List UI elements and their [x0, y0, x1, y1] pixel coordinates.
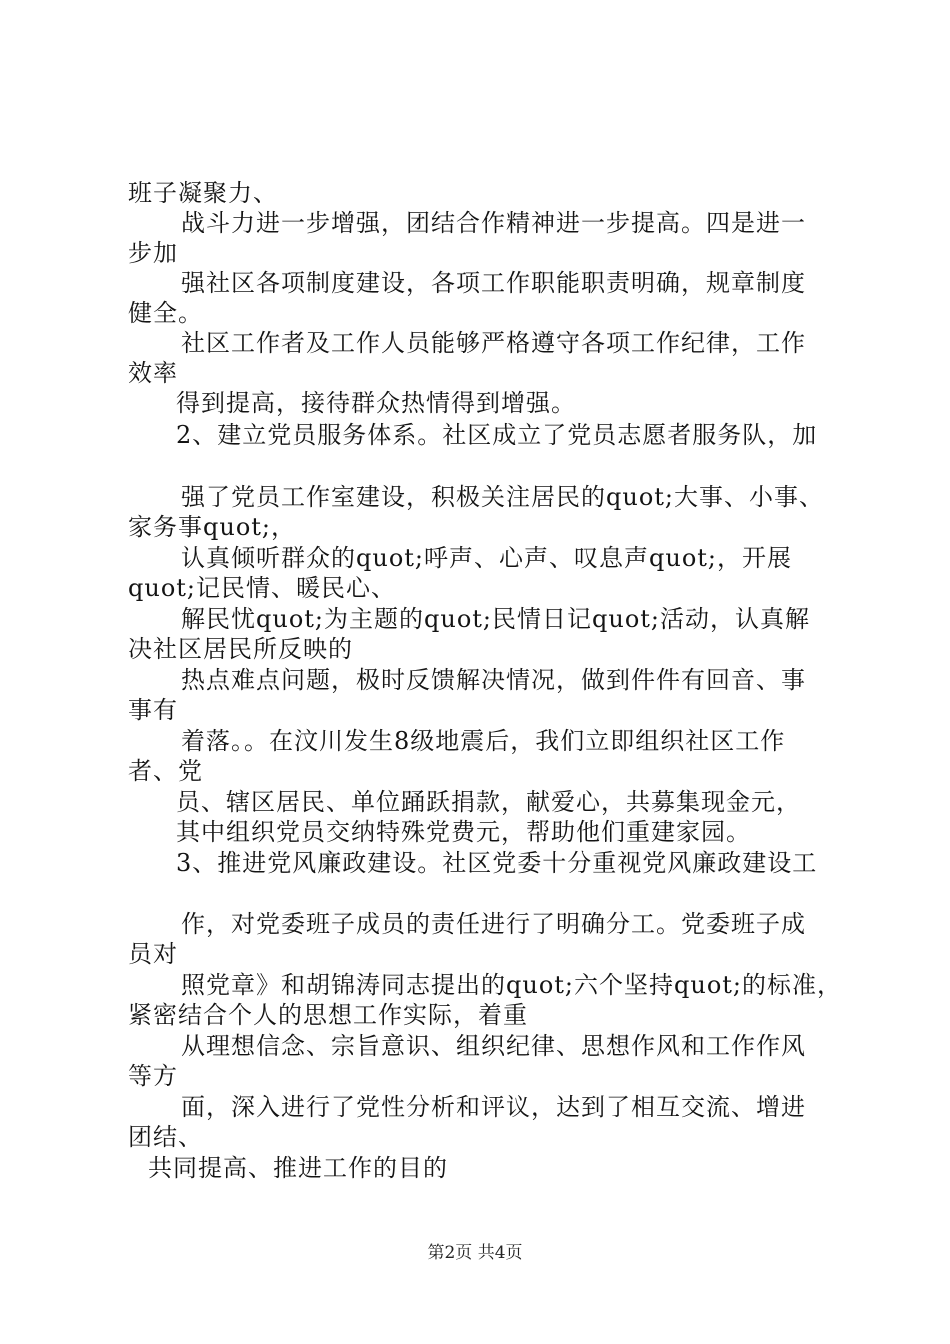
- page-number-footer: 第2页 共4页: [427, 1243, 523, 1263]
- text-line: 步加: [128, 239, 178, 267]
- text-line: 3、推进党风廉政建设。社区党委十分重视党风廉政建设工: [176, 849, 818, 877]
- text-line: 员对: [128, 940, 178, 968]
- text-line: 效率: [128, 359, 178, 387]
- text-line: 作，对党委班子成员的责任进行了明确分工。党委班子成: [181, 910, 806, 938]
- text-line: 强社区各项制度建设，各项工作职能职责明确，规章制度: [181, 269, 806, 297]
- text-line: 共同提高、推进工作的目的: [148, 1154, 448, 1182]
- text-line: 得到提高，接待群众热情得到增强。: [176, 389, 576, 417]
- text-line: 者、党: [128, 757, 203, 785]
- text-line: 等方: [128, 1062, 178, 1090]
- text-line: 事有: [128, 696, 178, 724]
- text-line: 紧密结合个人的思想工作实际，着重: [128, 1001, 528, 1029]
- text-line: 其中组织党员交纳特殊党费元，帮助他们重建家园。: [176, 818, 751, 846]
- text-line: 强了党员工作室建设，积极关注居民的quot;大事、小事、: [181, 483, 824, 511]
- text-line: 团结、: [128, 1123, 203, 1151]
- text-line: 2、建立党员服务体系。社区成立了党员志愿者服务队，加: [176, 421, 818, 449]
- text-line: 解民忧quot;为主题的quot;民情日记quot;活动，认真解: [181, 605, 810, 633]
- text-line: 家务事quot;，: [128, 513, 296, 541]
- text-line: 社区工作者及工作人员能够严格遵守各项工作纪律，工作: [181, 329, 806, 357]
- text-line: 决社区居民所反映的: [128, 635, 353, 663]
- text-line: 照党章》和胡锦涛同志提出的quot;六个坚持quot;的标准，: [181, 971, 842, 999]
- text-line: 员、辖区居民、单位踊跃捐款，献爱心，共募集现金元，: [176, 788, 801, 816]
- text-line: 热点难点问题，极时反馈解决情况，做到件件有回音、事: [181, 666, 806, 694]
- text-line: 战斗力进一步增强，团结合作精神进一步提高。四是进一: [181, 209, 806, 237]
- text-line: 着落。。在汶川发生8级地震后，我们立即组织社区工作: [181, 727, 786, 755]
- text-line: 班子凝聚力、: [128, 179, 278, 207]
- text-line: quot;记民情、暖民心、: [128, 574, 396, 602]
- text-line: 认真倾听群众的quot;呼声、心声、叹息声quot;，开展: [181, 544, 792, 572]
- text-line: 面，深入进行了党性分析和评议，达到了相互交流、增进: [181, 1093, 806, 1121]
- text-line: 健全。: [128, 299, 203, 327]
- text-line: 从理想信念、宗旨意识、组织纪律、思想作风和工作作风: [181, 1032, 806, 1060]
